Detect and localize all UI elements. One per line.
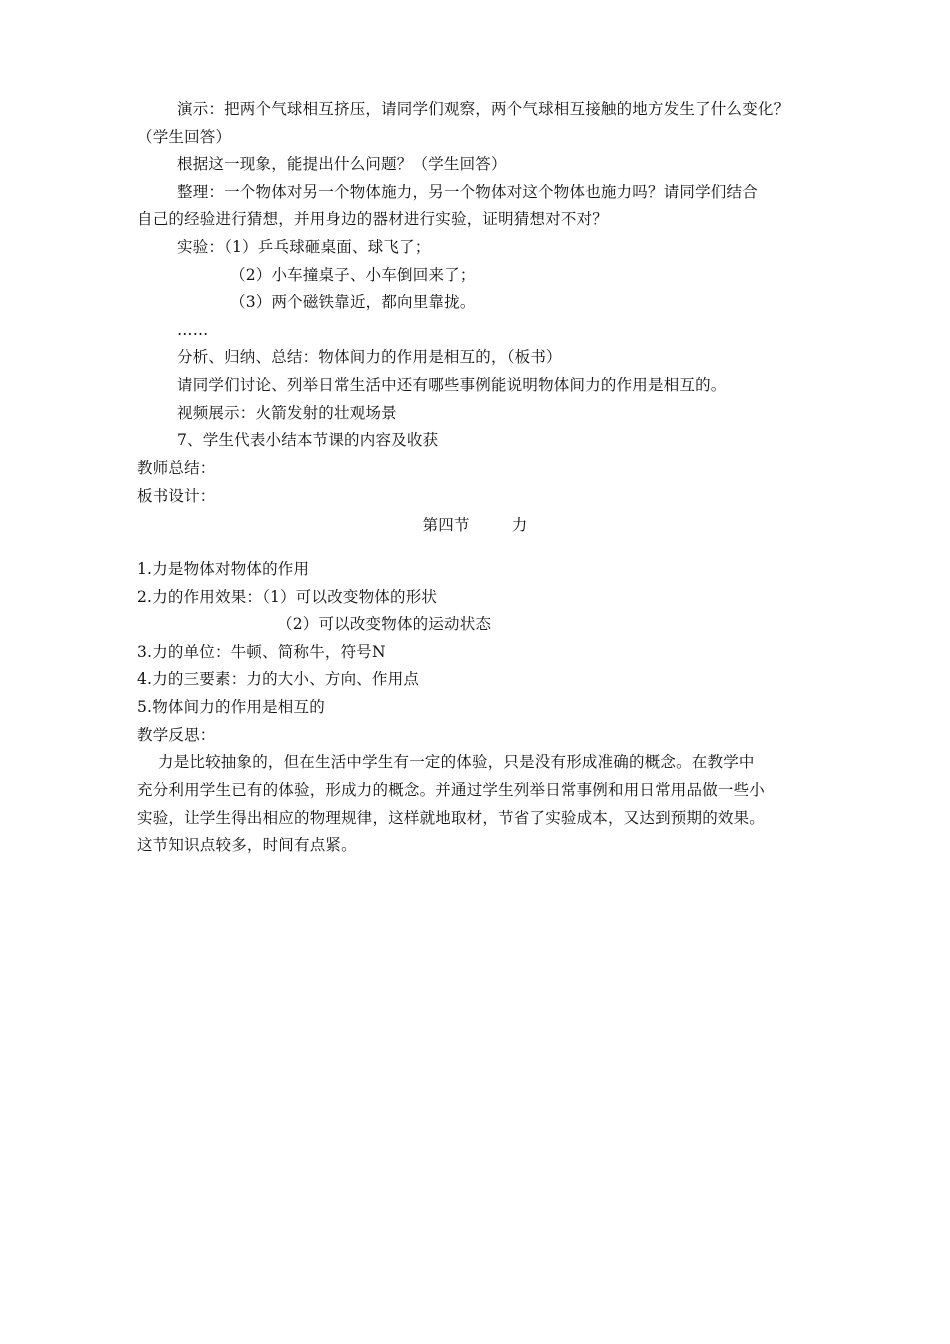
reflection-heading: 教学反思： [137,726,216,744]
reflection-line: 力是比较抽象的，但在生活中学生有一定的体验，只是没有形成准确的概念。在教学中 [158,753,755,771]
experiment-line: （2）小车撞桌子、小车倒回来了； [230,266,476,284]
paragraph-line: 整理：一个物体对另一个物体施力，另一个物体对这个物体也施力吗？请同学们结合 [177,183,758,201]
reflection-line: 实验，让学生得出相应的物理规律，这样就地取材，节省了实验成本，又达到预期的效果。 [137,809,766,827]
board-item: 4.力的三要素：力的大小、方向、作用点 [137,670,420,688]
board-title-section: 第四节 [422,516,470,534]
paragraph-line: 7、学生代表小结本节课的内容及收获 [177,431,439,449]
board-title-topic: 力 [511,516,528,534]
board-item: 1.力是物体对物体的作用 [137,560,310,578]
board-item: 5.物体间力的作用是相互的 [137,698,325,716]
reflection-line: 这节知识点较多，时间有点紧。 [137,836,357,854]
paragraph-line: 自己的经验进行猜想，并用身边的器材进行实验，证明猜想对不对？ [137,210,609,228]
board-item: （2）可以改变物体的运动状态 [277,615,492,633]
experiment-line: （3）两个磁铁靠近，都向里靠拢。 [230,293,476,311]
experiment-line: 实验：（1）乒乓球砸桌面、球飞了； [177,238,431,256]
board-item: 2.力的作用效果：（1）可以改变物体的形状 [137,588,438,606]
paragraph-line: 视频展示：火箭发射的壮观场景 [177,404,397,422]
paragraph-line: 演示：把两个气球相互挤压，请同学们观察，两个气球相互接触的地方发生了什么变化？ [177,100,790,118]
paragraph-line: 根据这一现象，能提出什么问题？（学生回答） [177,155,507,173]
section-label: 板书设计： [137,487,216,505]
paragraph-line: 请同学们讨论、列举日常生活中还有哪些事例能说明物体间力的作用是相互的。 [177,376,727,394]
reflection-line: 充分利用学生已有的体验，形成力的概念。并通过学生列举日常事例和用日常用品做一些小 [137,781,766,799]
paragraph-line: 分析、归纳、总结：物体间力的作用是相互的，（板书） [177,348,562,366]
paragraph-line: （学生回答） [137,128,232,146]
ellipsis-line: …… [177,321,209,339]
board-title [0,515,950,535]
section-label: 教师总结： [137,459,216,477]
board-item: 3.力的单位：牛顿、简称牛，符号N [137,643,386,661]
